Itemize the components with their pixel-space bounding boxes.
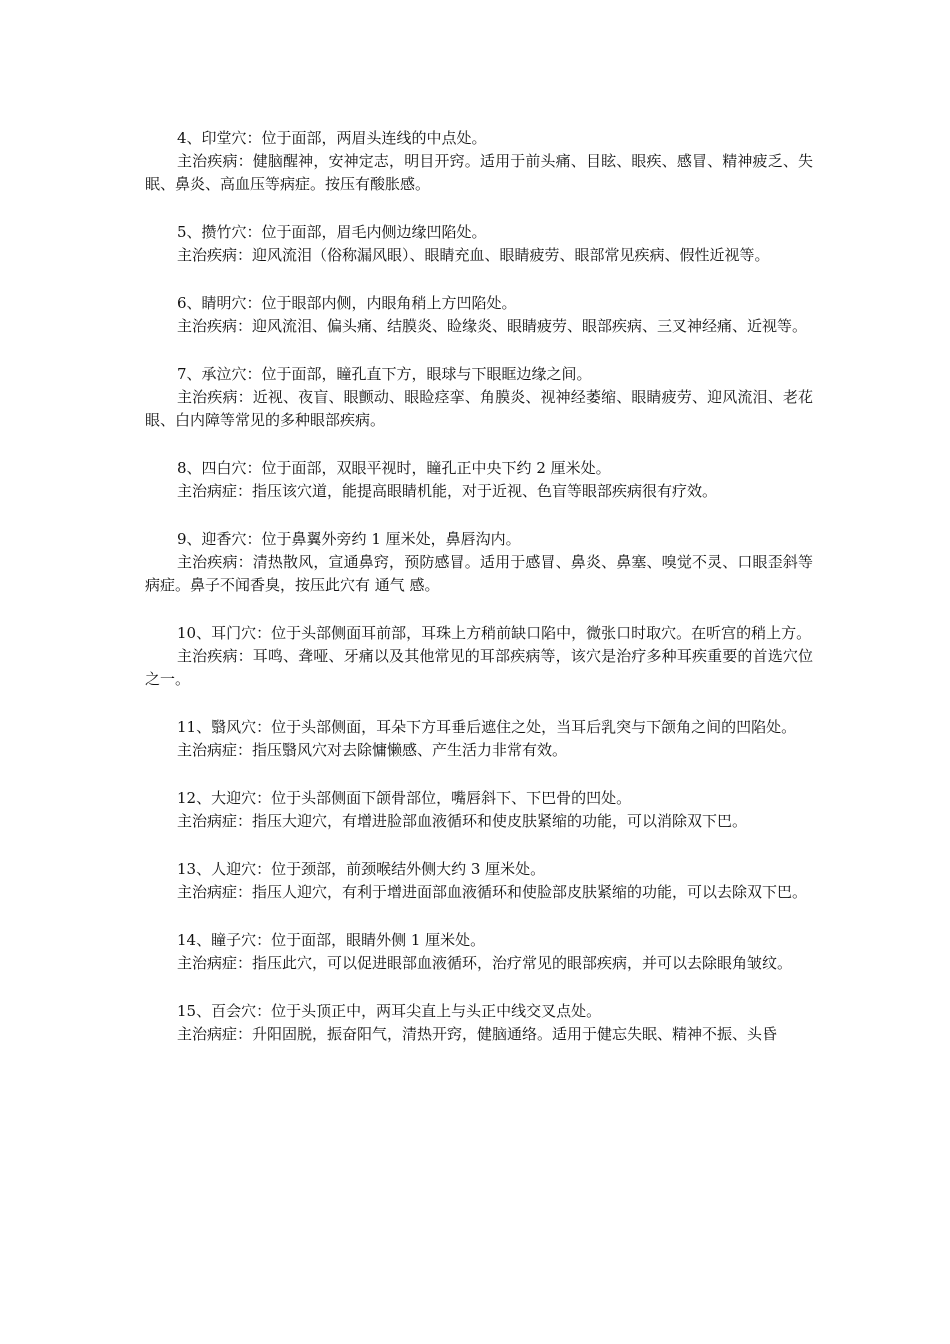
acupoint-location: 9、迎香穴：位于鼻翼外旁约 1 厘米处，鼻唇沟内。: [177, 530, 521, 548]
acupoint-location: 15、百会穴：位于头顶正中，两耳尖直上与头正中线交叉点处。: [177, 1002, 602, 1020]
acupoint-location: 8、四白穴：位于面部，双眼平视时，瞳孔正中央下约 2 厘米处。: [177, 459, 611, 477]
acupoint-indication: 主治病症：指压人迎穴，有利于增进面部血液循环和使脸部皮肤紧缩的功能，可以去除双下巴。: [177, 883, 808, 901]
acupoint-indication: 主治疾病：近视、夜盲、眼颤动、眼睑痉挛、角膜炎、视神经萎缩、眼睛疲劳、迎风流泪、老花眼、白内障等常见的多种眼部疾病。: [145, 388, 813, 429]
acupoint-location: 5、攒竹穴：位于面部，眉毛内侧边缘凹陷处。: [177, 223, 487, 241]
acupoint-location: 12、大迎穴：位于头部侧面下颌骨部位，嘴唇斜下、下巴骨的凹处。: [177, 789, 632, 807]
acupoint-entry-14: [145, 929, 813, 975]
acupoint-location: 13、人迎穴：位于颈部，前颈喉结外侧大约 3 厘米处。: [177, 860, 546, 878]
acupoint-indication: 主治疾病：迎风流泪、偏头痛、结膜炎、睑缘炎、眼睛疲劳、眼部疾病、三叉神经痛、近视等。: [177, 317, 808, 335]
acupoint-indication: 主治病症：指压翳风穴对去除慵懒感、产生活力非常有效。: [177, 741, 568, 759]
acupoint-location: 11、翳风穴：位于头部侧面，耳朵下方耳垂后遮住之处，当耳后乳突与下颌角之间的凹陷处。: [177, 718, 797, 736]
acupoint-location: 4、印堂穴：位于面部，两眉头连线的中点处。: [177, 129, 487, 147]
acupoint-entry-7: [145, 363, 813, 432]
acupoint-entry-10: [145, 622, 813, 691]
acupoint-entry-12: [145, 787, 813, 833]
acupoint-indication: 主治疾病：健脑醒神，安神定志，明目开窍。适用于前头痛、目眩、眼疾、感冒、精神疲乏、失眠、鼻炎、高血压等病症。按压有酸胀感。: [145, 152, 813, 193]
acupoint-entry-5: [145, 221, 813, 267]
acupoint-indication: 主治疾病：迎风流泪（俗称漏风眼）、眼睛充血、眼睛疲劳、眼部常见疾病、假性近视等。: [177, 246, 770, 264]
acupoint-indication: 主治病症：升阳固脱，振奋阳气，清热开窍，健脑通络。适用于健忘失眠、精神不振、头昏: [177, 1025, 778, 1043]
acupoint-entry-13: [145, 858, 813, 904]
acupoint-location: 10、耳门穴：位于头部侧面耳前部，耳珠上方稍前缺口陷中，微张口时取穴。在听宫的稍上方。: [177, 624, 812, 642]
acupoint-location: 7、承泣穴：位于面部，瞳孔直下方，眼球与下眼眶边缘之间。: [177, 365, 592, 383]
acupoint-indication: 主治疾病：清热散风，宣通鼻窍，预防感冒。适用于感冒、鼻炎、鼻塞、嗅觉不灵、口眼歪斜等病症。鼻子不闻香臭，按压此穴有 通气 感。: [145, 553, 813, 594]
document-body: [145, 127, 813, 1071]
acupoint-location: 6、睛明穴：位于眼部内侧，内眼角稍上方凹陷处。: [177, 294, 517, 312]
acupoint-indication: 主治病症：指压大迎穴，有增进脸部血液循环和使皮肤紧缩的功能，可以消除双下巴。: [177, 812, 748, 830]
acupoint-indication: 主治疾病：耳鸣、聋哑、牙痛以及其他常见的耳部疾病等，该穴是治疗多种耳疾重要的首选穴位之一。: [145, 647, 813, 688]
acupoint-indication: 主治病症：指压此穴，可以促进眼部血液循环，治疗常见的眼部疾病，并可以去除眼角皱纹。: [177, 954, 793, 972]
acupoint-indication: 主治病症：指压该穴道，能提高眼睛机能，对于近视、色盲等眼部疾病很有疗效。: [177, 482, 718, 500]
acupoint-entry-6: [145, 292, 813, 338]
acupoint-entry-4: [145, 127, 813, 196]
acupoint-entry-11: [145, 716, 813, 762]
acupoint-entry-8: [145, 457, 813, 503]
acupoint-entry-9: [145, 528, 813, 597]
acupoint-location: 14、瞳子穴：位于面部，眼睛外侧 1 厘米处。: [177, 931, 486, 949]
acupoint-entry-15: [145, 1000, 813, 1046]
